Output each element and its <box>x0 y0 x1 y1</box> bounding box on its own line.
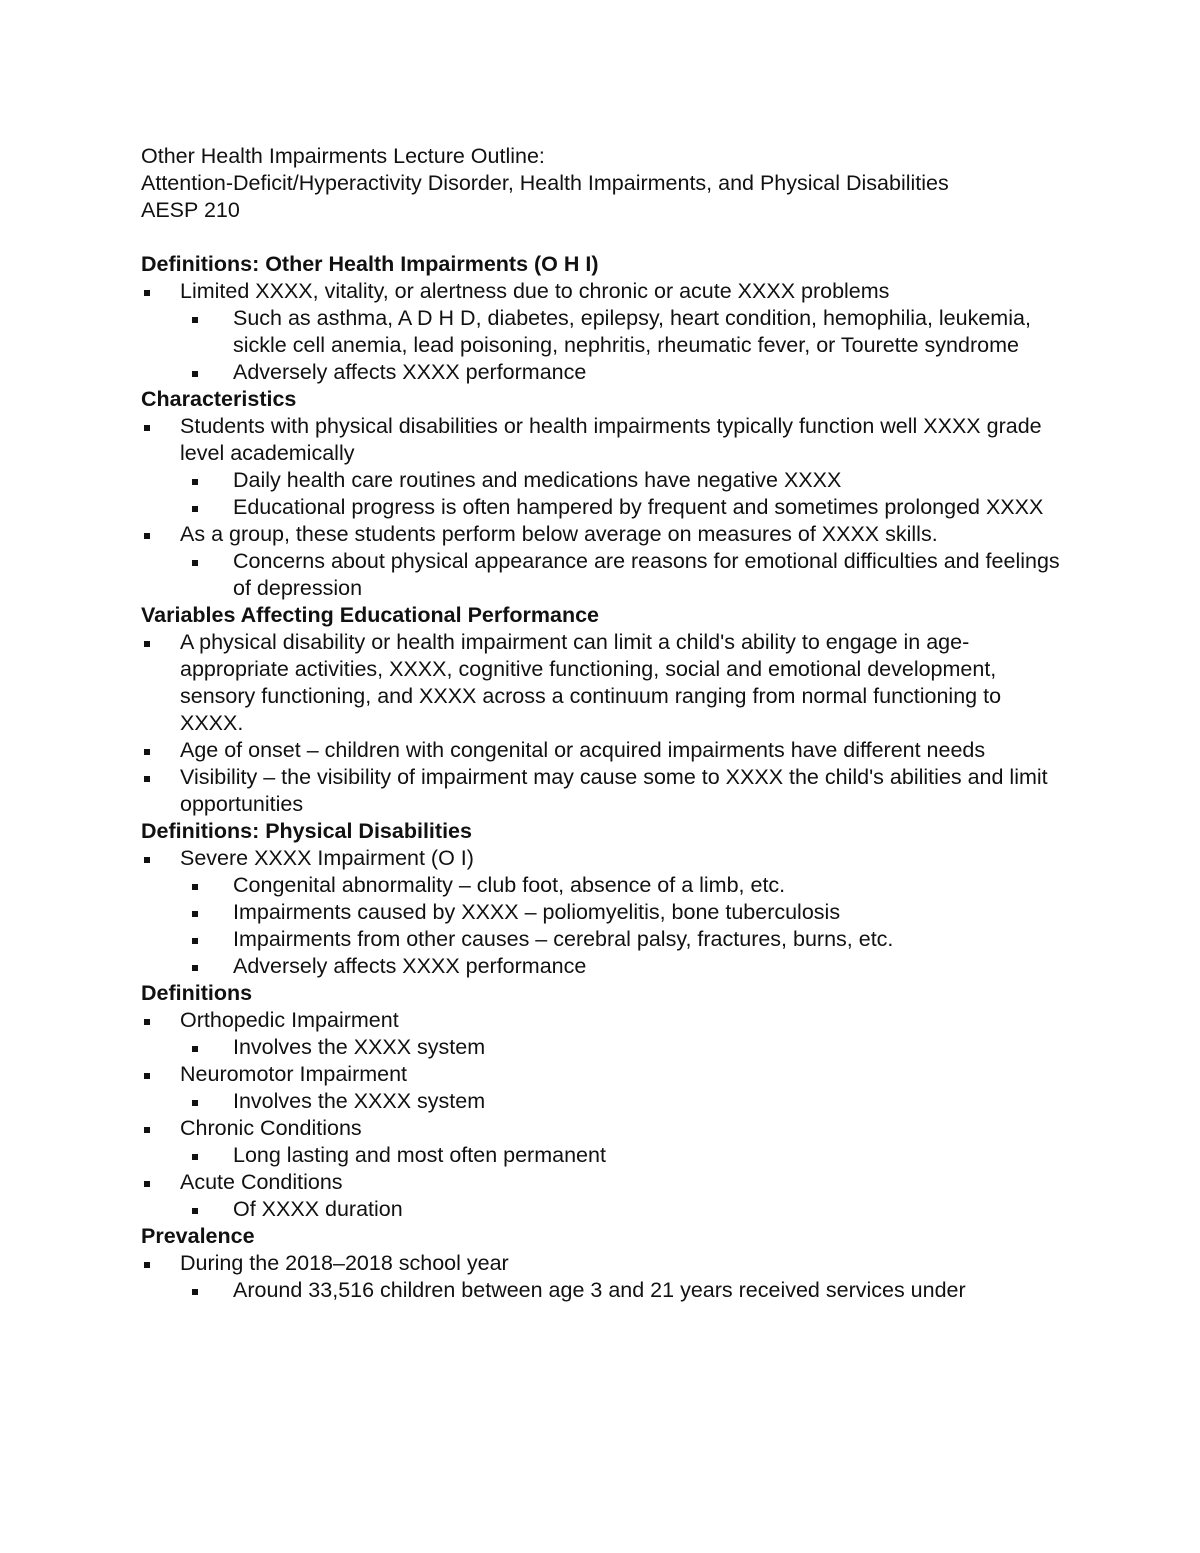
sub-list-item <box>141 926 1066 953</box>
square-bullet-icon <box>144 290 150 296</box>
square-bullet-icon <box>192 884 198 890</box>
sub-list-item <box>141 899 1066 926</box>
bullet-list <box>141 413 1066 602</box>
square-bullet-icon <box>144 1181 150 1187</box>
section-heading: Variables Affecting Educational Performance <box>141 603 600 627</box>
sub-list-item <box>141 1277 1066 1304</box>
square-bullet-icon <box>144 776 150 782</box>
list-item <box>141 737 1066 764</box>
sub-list-item-text: Involves the XXXX system <box>233 1089 486 1113</box>
sub-list-item-text: Concerns about physical appearance are reasons for emotional difficulties and feelings of depression <box>233 549 1060 600</box>
outline-sections <box>141 251 1066 1304</box>
list-item-text: Age of onset – children with congenital or acquired impairments have different needs <box>180 738 986 762</box>
list-item <box>141 845 1066 872</box>
square-bullet-icon <box>144 425 150 431</box>
list-item <box>141 278 1066 305</box>
list-item <box>141 764 1066 818</box>
sub-list-item-text: Daily health care routines and medications have negative XXXX <box>233 468 842 492</box>
sub-list-item-text: Adversely affects XXXX performance <box>233 954 587 978</box>
sub-list-item-text: Educational progress is often hampered by frequent and sometimes prolonged XXXX <box>233 495 1044 519</box>
sub-list-item <box>141 467 1066 494</box>
square-bullet-icon <box>144 1073 150 1079</box>
list-item-text: Limited XXXX, vitality, or alertness due to chronic or acute XXXX problems <box>180 279 890 303</box>
sub-list-item <box>141 359 1066 386</box>
list-item <box>141 1061 1066 1088</box>
list-item <box>141 1250 1066 1277</box>
square-bullet-icon <box>192 938 198 944</box>
sub-list-item-text: Impairments from other causes – cerebral palsy, fractures, burns, etc. <box>233 927 894 951</box>
list-item-text: As a group, these students perform below average on measures of XXXX skills. <box>180 522 938 546</box>
list-item-text: A physical disability or health impairment can limit a child's ability to engage in age-appropriate activities, XXXX, cognitive functioning, social and emotional development, sensory functioning, and XXXX across a continuum ranging from normal functioning to XXXX. <box>180 630 1002 735</box>
list-item <box>141 521 1066 548</box>
spacer <box>141 224 1066 251</box>
bullet-list <box>141 1007 1066 1223</box>
square-bullet-icon <box>192 1289 198 1295</box>
list-item <box>141 1115 1066 1142</box>
square-bullet-icon <box>192 1100 198 1106</box>
list-item-text: Severe XXXX Impairment (O I) <box>180 846 474 870</box>
list-item <box>141 1007 1066 1034</box>
square-bullet-icon <box>192 1208 198 1214</box>
square-bullet-icon <box>144 857 150 863</box>
list-item <box>141 1169 1066 1196</box>
list-item <box>141 629 1066 737</box>
sub-list-item <box>141 1196 1066 1223</box>
section-heading: Definitions: Other Health Impairments (O H I) <box>141 252 599 276</box>
list-item-text: During the 2018–2018 school year <box>180 1251 509 1275</box>
square-bullet-icon <box>144 641 150 647</box>
sub-list-item <box>141 494 1066 521</box>
square-bullet-icon <box>192 479 198 485</box>
sub-list-item <box>141 953 1066 980</box>
sub-list-item <box>141 305 1066 359</box>
sub-list-item-text: Of XXXX duration <box>233 1197 403 1221</box>
square-bullet-icon <box>192 1154 198 1160</box>
square-bullet-icon <box>192 911 198 917</box>
list-item-text: Acute Conditions <box>180 1170 343 1194</box>
section-heading: Definitions: Physical Disabilities <box>141 819 472 843</box>
list-item-text: Students with physical disabilities or health impairments typically function well XXXX grade level academically <box>180 414 1042 465</box>
bullet-list <box>141 629 1066 818</box>
square-bullet-icon <box>192 965 198 971</box>
list-item-text: Visibility – the visibility of impairment may cause some to XXXX the child's abilities and limit opportunities <box>180 765 1048 816</box>
bullet-list <box>141 845 1066 980</box>
section-heading: Prevalence <box>141 1224 255 1248</box>
sub-list-item <box>141 548 1066 602</box>
sub-list-item-text: Adversely affects XXXX performance <box>233 360 587 384</box>
sub-list-item-text: Congenital abnormality – club foot, absence of a limb, etc. <box>233 873 786 897</box>
square-bullet-icon <box>144 749 150 755</box>
sub-list-item <box>141 1088 1066 1115</box>
sub-list-item-text: Long lasting and most often permanent <box>233 1143 606 1167</box>
list-item-text: Chronic Conditions <box>180 1116 362 1140</box>
square-bullet-icon <box>192 1046 198 1052</box>
square-bullet-icon <box>192 560 198 566</box>
list-item-text: Orthopedic Impairment <box>180 1008 399 1032</box>
sub-list-item <box>141 1034 1066 1061</box>
square-bullet-icon <box>144 1127 150 1133</box>
square-bullet-icon <box>144 1019 150 1025</box>
list-item <box>141 413 1066 467</box>
lecture-subtitle: Attention-Deficit/Hyperactivity Disorder, Health Impairments, and Physical Disabilities <box>141 171 949 195</box>
document-content <box>141 143 1066 1304</box>
square-bullet-icon <box>192 317 198 323</box>
lecture-title: Other Health Impairments Lecture Outline: <box>141 144 545 168</box>
sub-list-item-text: Such as asthma, A D H D, diabetes, epilepsy, heart condition, hemophilia, leukemia, sickle cell anemia, lead poisoning, nephritis, rheumatic fever, or Tourette syndrome <box>233 306 1031 357</box>
bullet-list <box>141 278 1066 386</box>
sub-list-item-text: Impairments caused by XXXX – poliomyelitis, bone tuberculosis <box>233 900 841 924</box>
sub-list-item <box>141 1142 1066 1169</box>
square-bullet-icon <box>192 506 198 512</box>
square-bullet-icon <box>144 533 150 539</box>
square-bullet-icon <box>144 1262 150 1268</box>
section-heading: Characteristics <box>141 387 297 411</box>
sub-list-item-text: Around 33,516 children between age 3 and 21 years received services under <box>233 1278 966 1302</box>
square-bullet-icon <box>192 371 198 377</box>
list-item-text: Neuromotor Impairment <box>180 1062 408 1086</box>
sub-list-item <box>141 872 1066 899</box>
sub-list-item-text: Involves the XXXX system <box>233 1035 486 1059</box>
bullet-list <box>141 1250 1066 1304</box>
course-code: AESP 210 <box>141 198 240 222</box>
section-heading: Definitions <box>141 981 253 1005</box>
